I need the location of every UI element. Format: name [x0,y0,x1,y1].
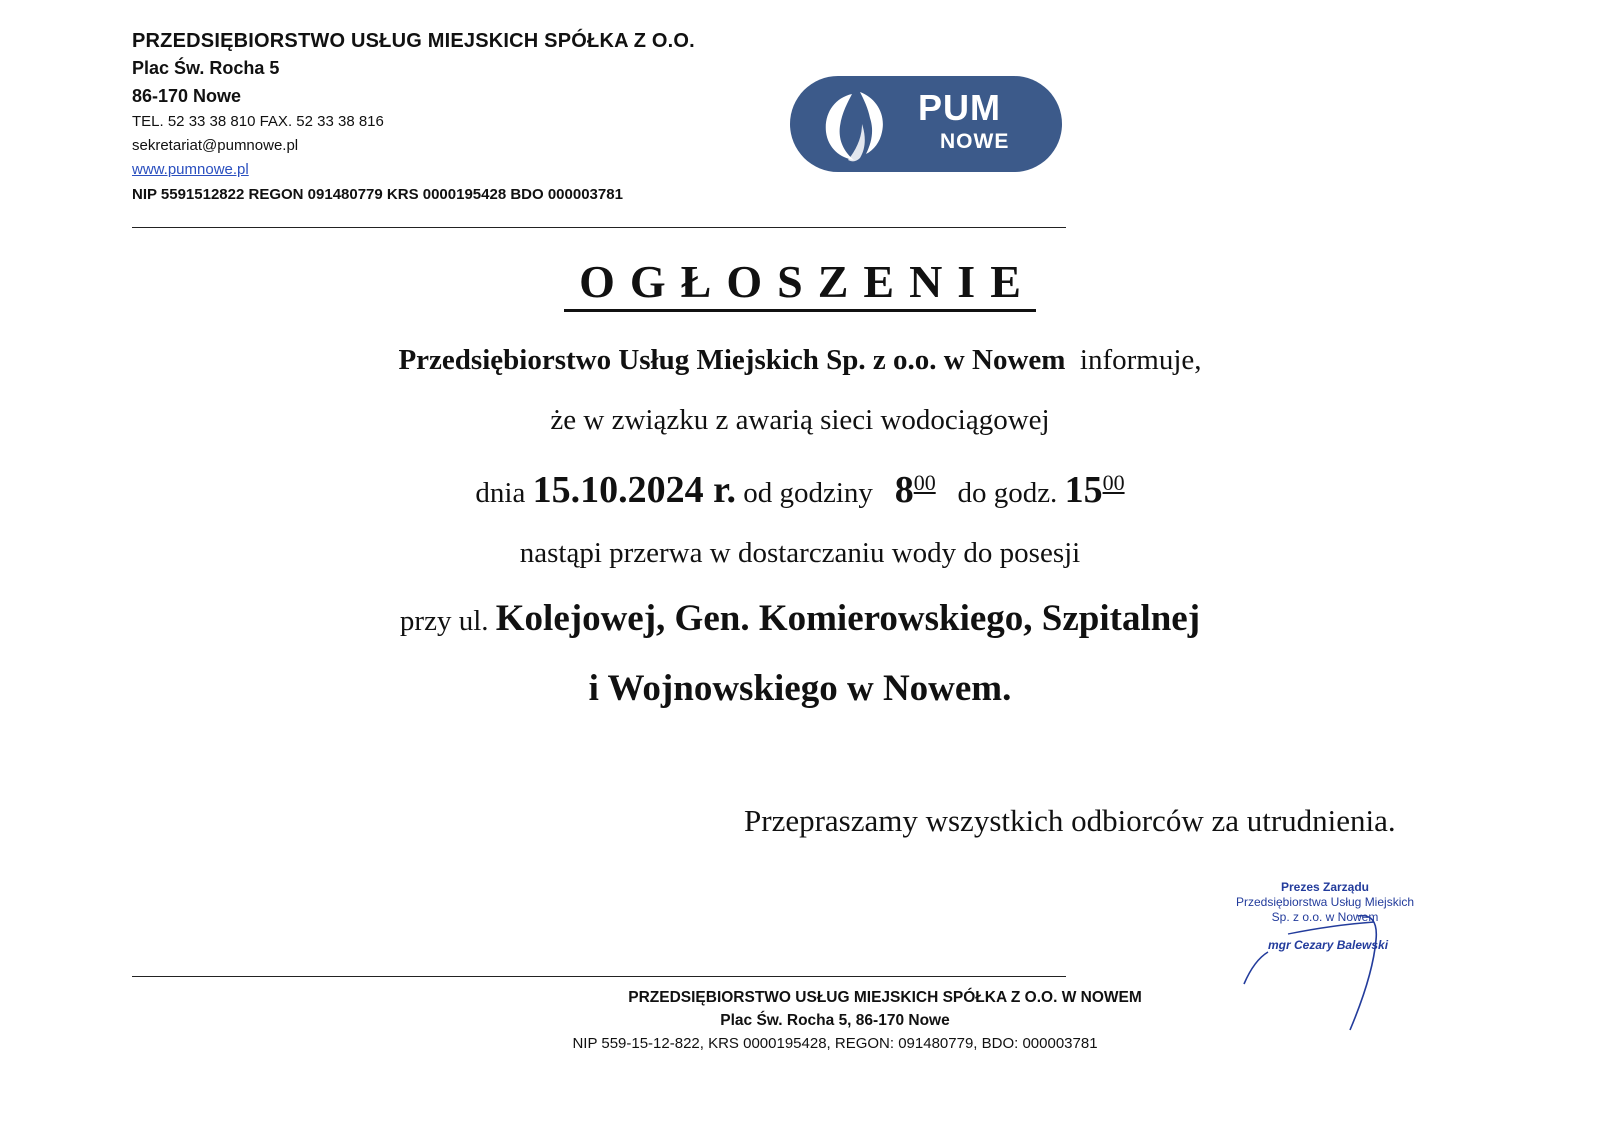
notice-to-label: do godz. [957,477,1058,509]
notice-streets-second: i Wojnowskiego w Nowem. [588,668,1012,709]
notice-line-company [0,340,1600,380]
letterhead-email[interactable]: sekretariat@pumnowe.pl [132,137,299,154]
notice-informs: informuje, [1079,344,1202,376]
notice-streets-first: Kolejowej, Gen. Komierowskiego, Szpitalnej [495,598,1201,639]
header-divider [132,227,1066,228]
stamp-title: Prezes Zarządu [1280,880,1370,894]
notice-line-streets [0,594,1600,646]
notice-from-label: od godziny [743,477,873,509]
letterhead [132,28,792,208]
notice-date-prefix: dnia [475,477,526,509]
logo-brand-text: PUM [918,87,1001,128]
footer-address: Plac Św. Rocha 5, 86-170 Nowe [720,1012,950,1029]
notice-line-reason: że w związku z awarią sieci wodociągowej [550,404,1050,436]
stamp-company: Przedsiębiorstwa Usług Miejskich [1235,895,1415,909]
footer-divider [132,976,1066,977]
notice-date: 15.10.2024 r. [532,469,736,511]
letterhead-website-link[interactable]: www.pumnowe.pl [132,161,249,178]
apology-text: Przepraszamy wszystkich odbiorców za utrudnienia. [744,803,1396,838]
footer [0,986,1600,1056]
footer-registry-numbers: NIP 559-15-12-822, KRS 0000195428, REGON: 091480779, BDO: 000003781 [572,1035,1098,1052]
letterhead-company-name: PRZEDSIĘBIORSTWO USŁUG MIEJSKICH SPÓŁKA Z O.O. [132,30,695,52]
notice-to-minutes: 00 [1102,470,1125,495]
company-logo [790,76,1062,172]
notice-line-streets-continued [0,664,1600,716]
notice-to-hour: 15 [1064,469,1103,511]
letterhead-phone-fax: TEL. 52 33 38 810 FAX. 52 33 38 816 [132,113,384,130]
letterhead-city: 86-170 Nowe [132,86,242,106]
notice-line-date-time [0,457,1600,519]
notice-from-minutes: 00 [913,470,936,495]
notice-from-hour: 8 [894,469,914,511]
notice-title: OGŁOSZENIE [0,252,1600,312]
footer-company-name: PRZEDSIĘBIORSTWO USŁUG MIEJSKICH SPÓŁKA Z O.O. W NOWEM [628,989,1142,1006]
letterhead-street: Plac Św. Rocha 5 [132,58,280,78]
stamp-company-suffix: Sp. z o.o. w Nowem [1271,910,1379,924]
logo-city-text: NOWE [940,130,1010,153]
notice-company-name: Przedsiębiorstwo Usług Miejskich Sp. z o.o. w Nowem [398,344,1066,376]
stamp-signatory-name: mgr Cezary Balewski [1268,938,1389,952]
letterhead-registry-numbers: NIP 5591512822 REGON 091480779 KRS 0000195428 BDO 000003781 [132,186,623,203]
notice-line-interruption: nastąpi przerwa w dostarczaniu wody do posesji [519,537,1081,569]
notice-street-prefix: przy ul. [399,605,489,637]
